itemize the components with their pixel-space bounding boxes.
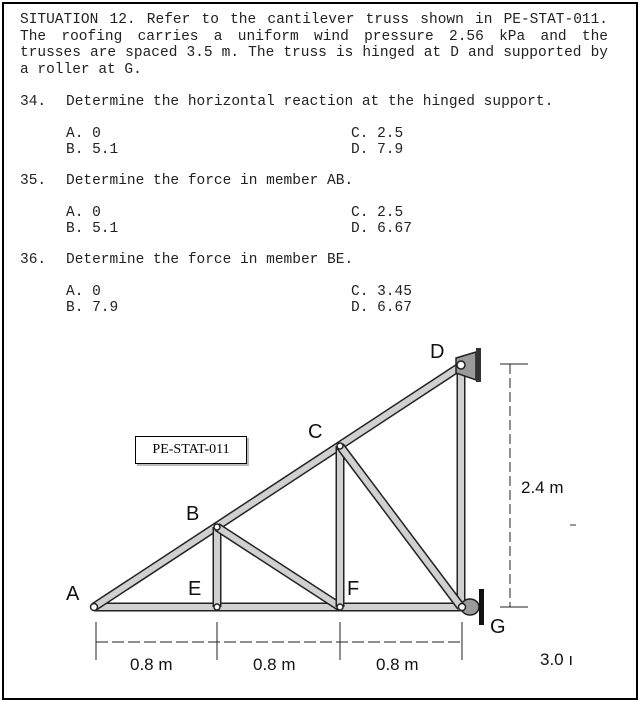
span-label-2: 0.8 m	[253, 655, 296, 674]
joint-label-c: C	[308, 421, 323, 443]
span-label-3: 0.8 m	[376, 655, 419, 674]
truss-members	[94, 364, 464, 607]
option-a: A. 0	[66, 284, 101, 300]
option-d: D. 6.67	[351, 221, 412, 237]
question-number: 34.	[20, 94, 47, 110]
joint-label-e: E	[188, 578, 202, 600]
figure-tag: PE-STAT-011	[135, 436, 247, 464]
question-number: 36.	[20, 252, 47, 268]
joint-label-b: B	[186, 503, 200, 525]
joint-label-a: A	[66, 583, 80, 605]
situation-paragraph: SITUATION 12. Refer to the cantilever truss shown in PE-STAT-011. The roofing carries a uniform wind pressure 2.56 kPa and the trusses are spaced 3.5 m. The truss is hinged at D and supported by a roller at G.	[20, 12, 608, 78]
option-b: B. 5.1	[66, 221, 119, 237]
option-a: A. 0	[66, 126, 101, 142]
cut-off-label: 3.0 ı	[540, 650, 574, 669]
question-number: 35.	[20, 173, 47, 189]
option-b: B. 5.1	[66, 142, 119, 158]
joint-label-f: F	[347, 578, 360, 600]
option-d: D. 7.9	[351, 142, 404, 158]
question-text: Determine the horizontal reaction at the hinged support.	[66, 94, 554, 110]
option-c: C. 2.5	[351, 126, 404, 142]
option-c: C. 3.45	[351, 284, 412, 300]
joint-label-d: D	[430, 341, 445, 363]
joint-label-g: G	[490, 616, 506, 638]
option-b: B. 7.9	[66, 300, 119, 316]
member-bf	[217, 527, 340, 607]
question-text: Determine the force in member BE.	[66, 252, 354, 268]
question-text: Determine the force in member AB.	[66, 173, 354, 189]
option-d: D. 6.67	[351, 300, 412, 316]
span-label-1: 0.8 m	[130, 655, 173, 674]
height-label: 2.4 m	[521, 478, 564, 497]
option-c: C. 2.5	[351, 205, 404, 221]
option-a: A. 0	[66, 205, 101, 221]
